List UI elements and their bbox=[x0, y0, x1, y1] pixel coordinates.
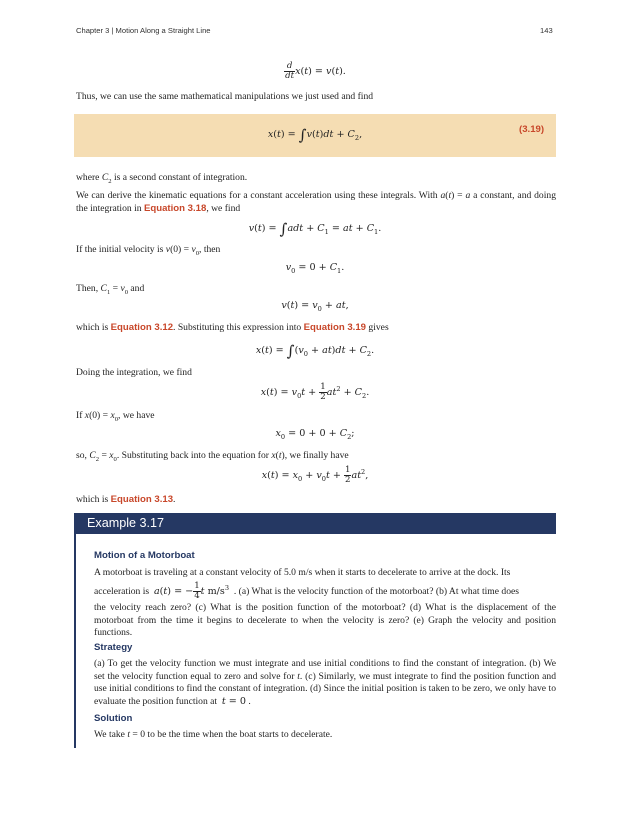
example-problem-rest: the velocity reach zero? (c) What is the position function of the motorboat? (d) What is the displacement of the motorboat from the time it begins to decelerate to when the velocity is zero? (e) Graph the velocity and position functions. bbox=[94, 602, 556, 638]
paragraph-doing-integration: Doing the integration, we find bbox=[76, 367, 192, 378]
link-equation-3-18[interactable]: Equation 3.18 bbox=[143, 202, 207, 214]
paragraph-initial-velocity: If the initial velocity is $v(0) = v_0$, then bbox=[76, 244, 221, 257]
link-equation-3-13[interactable]: Equation 3.13 bbox=[110, 494, 174, 505]
example-subtitle: Motion of a Motorboat bbox=[94, 550, 195, 561]
paragraph-so-c2: so, $C_2 = x_0$. Substituting back into the equation for x(t), we finally have bbox=[76, 450, 349, 463]
equation-velocity-integral: $v(t) = \int adt + C_1$ = at + $C_1$. bbox=[248, 220, 382, 238]
example-left-rule bbox=[74, 534, 76, 748]
paragraph-then: Then, $C_1 = v_0$ and bbox=[76, 283, 145, 296]
equation-x0: $x_0 = 0 + 0 + C_2$; bbox=[275, 428, 355, 441]
paragraph-derive: We can derive the kinematic equations for a constant acceleration using these integrals. With a(t) = a a constant, and doing the integration in Equation 3.18, we find bbox=[76, 190, 556, 214]
equation-velocity: $v(t) = v_0$ + at, bbox=[281, 300, 349, 313]
solution-heading: Solution bbox=[94, 713, 133, 724]
link-equation-3-12[interactable]: Equation 3.12 bbox=[110, 322, 174, 333]
strategy-heading: Strategy bbox=[94, 642, 133, 653]
paragraph-where: where $C_2$ is a second constant of integration. bbox=[76, 172, 248, 185]
chapter-header: Chapter 3 | Motion Along a Straight Line bbox=[76, 26, 211, 35]
example-problem-line1: A motorboat is traveling at a constant velocity of 5.0 m/s when it starts to decelerate to arrive at the dock. Its bbox=[94, 567, 511, 578]
equation-derivative: $\frac{d}{dt}$ x(t) = v(t). bbox=[285, 61, 346, 81]
example-header-bar bbox=[74, 513, 556, 534]
page-number: 143 bbox=[540, 26, 553, 35]
link-equation-3-19[interactable]: Equation 3.19 bbox=[303, 322, 367, 333]
example-title: Example 3.17 bbox=[87, 516, 165, 530]
equation-v0: $v_0 = 0 + C_1$. bbox=[285, 262, 345, 275]
equation-position-integral: $x(t) = \int(v_0 + at)dt + C_2$. bbox=[255, 342, 375, 360]
equation-3-19: $x(t) = \int v(t)dt + C_2$, bbox=[267, 126, 363, 144]
paragraph-which-is-3-12: which is Equation 3.12. Substituting this expression into Equation 3.19 gives bbox=[76, 322, 389, 333]
equation-position-final: $x(t) = x_0 + v_0t$ + $\frac{1}{2}$ $at^2$, bbox=[261, 465, 369, 485]
paragraph-which-is-3-13: which is Equation 3.13. bbox=[76, 494, 176, 505]
example-problem-line2: acceleration is a(t) = − $\frac{1}{4}$ t $m/s^3$ . (a) What is the velocity function of the motorboat? (b) At what time does bbox=[94, 581, 520, 601]
equation-number: (3.19) bbox=[519, 124, 545, 135]
paragraph-intro: Thus, we can use the same mathematical manipulations we just used and find bbox=[76, 91, 374, 102]
equation-position-c2: $x(t) = v_0t$ + $\frac{1}{2}$ $at^2 + C_2$. bbox=[260, 382, 370, 402]
strategy-text: (a) To get the velocity function we must integrate and use initial conditions to find the constant of integration. (b) We set the velocity function equal to zero and solve for t. (c) Similarly, we must integrate to find the position function and use initial conditions to find the constant of integration. (d) Since the initial position is taken to be zero, we only have to evaluate the position function at t = 0 . bbox=[94, 658, 556, 707]
paragraph-if-x0: If $x(0) = x_0$, we have bbox=[76, 410, 155, 423]
solution-text: We take t = 0 to be the time when the boat starts to decelerate. bbox=[94, 729, 333, 740]
